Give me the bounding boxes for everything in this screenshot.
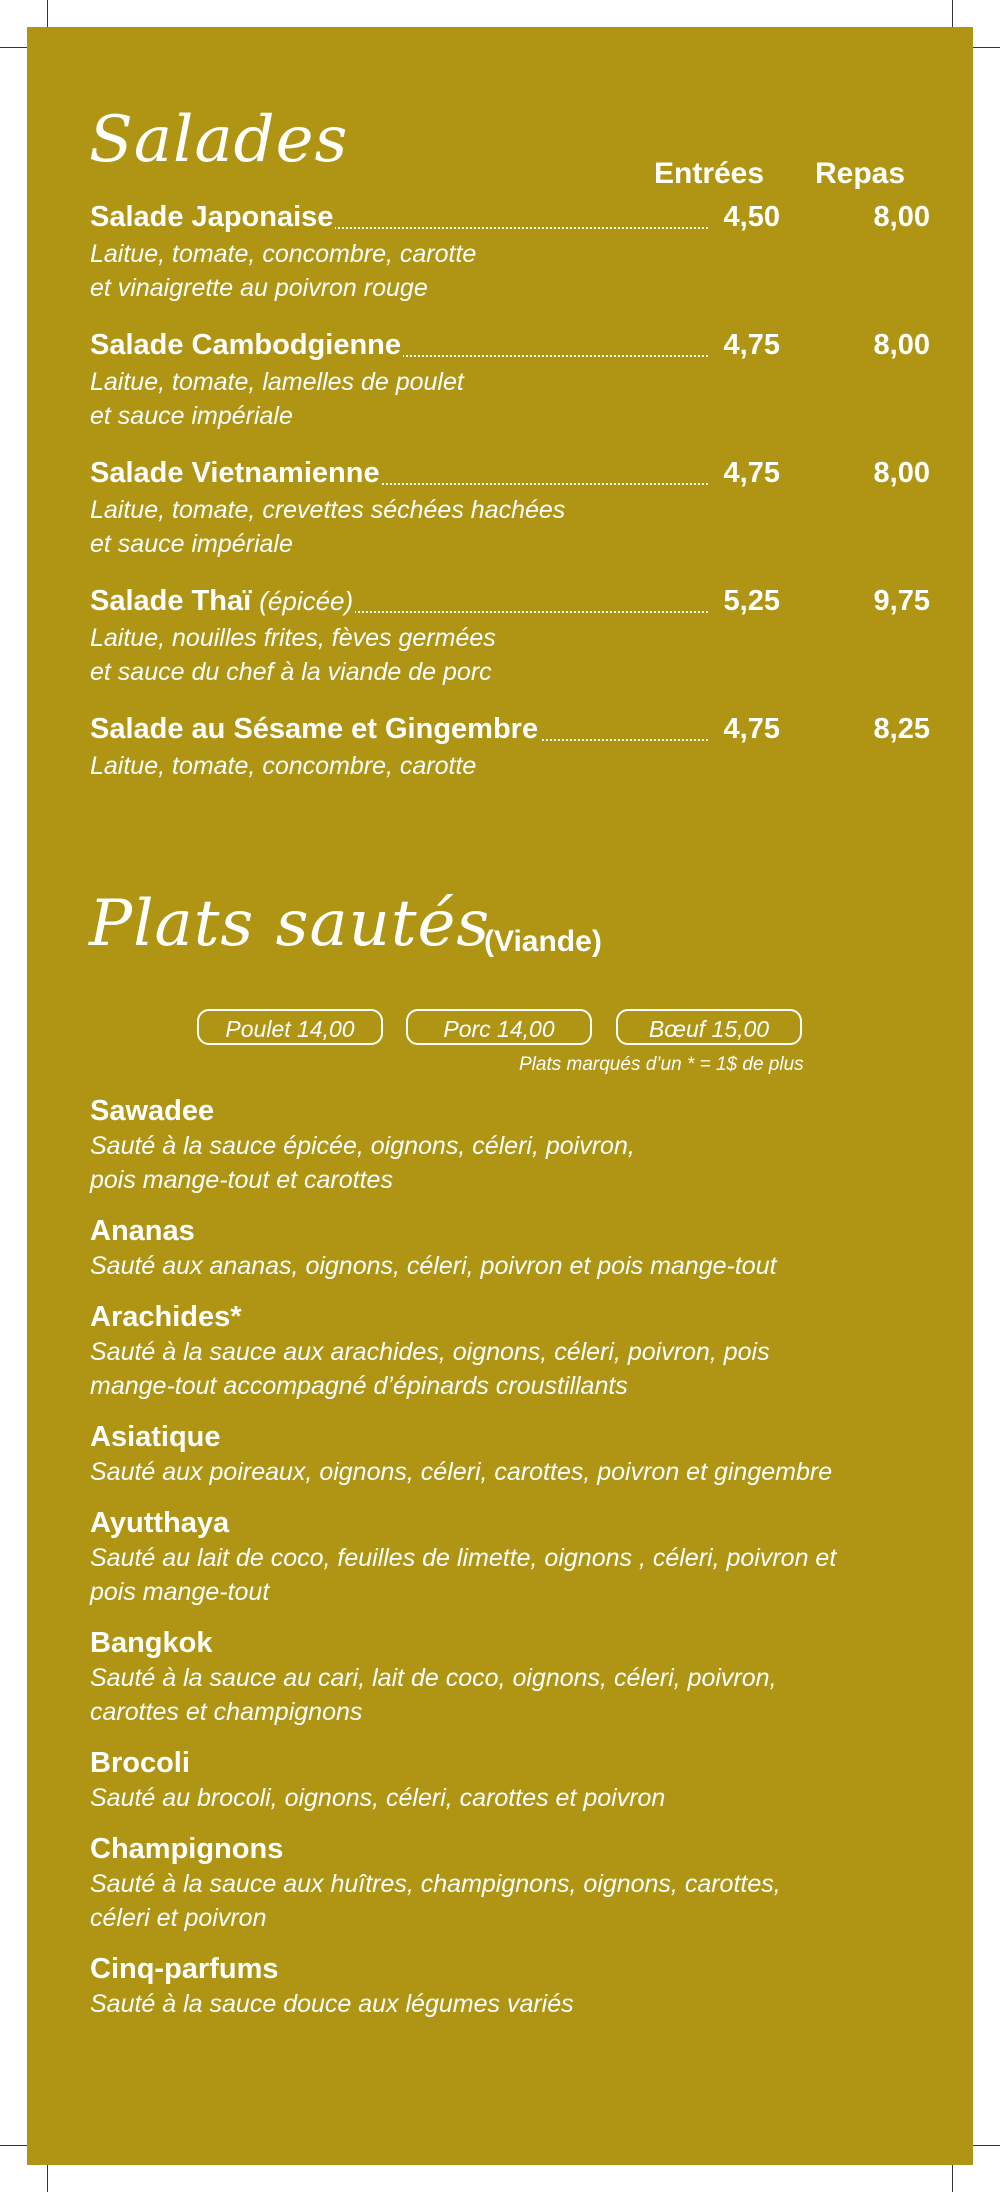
price-entree: 5,25 — [723, 585, 780, 617]
dish-item — [90, 1505, 913, 1609]
menu-item — [90, 457, 930, 561]
item-description: Laitue, nouilles frites, fèves germées — [90, 624, 496, 652]
dish-name: Ananas — [90, 1215, 195, 1247]
dish-description: Sauté à la sauce douce aux légumes variés — [90, 1990, 574, 2018]
crop-mark — [0, 2145, 27, 2146]
price-repas: 8,00 — [873, 457, 930, 489]
dish-description: carottes et champignons — [90, 1698, 363, 1726]
menu-item — [90, 329, 930, 433]
dish-description: Sauté à la sauce aux huîtres, champignons, oignons, carottes, — [90, 1870, 781, 1898]
crop-mark — [952, 0, 953, 27]
dish-description: pois mange-tout — [90, 1578, 270, 1606]
dish-description: Sauté à la sauce au cari, lait de coco, oignons, céleri, poivron, — [90, 1664, 777, 1692]
dish-name: Asiatique — [90, 1421, 221, 1453]
price-repas: 8,00 — [873, 329, 930, 361]
item-name: Salade Vietnamienne — [90, 457, 380, 489]
crop-mark — [952, 2165, 953, 2192]
menu-item — [90, 713, 930, 783]
item-description: et sauce du chef à la viande de porc — [90, 658, 492, 686]
price-repas: 9,75 — [873, 585, 930, 617]
dish-name: Arachides* — [90, 1301, 242, 1333]
column-header-entrees: Entrées — [654, 157, 765, 190]
dish-list — [90, 1093, 913, 2037]
dish-description: Sauté à la sauce épicée, oignons, céleri, poivron, — [90, 1132, 635, 1160]
dish-item — [90, 1299, 913, 1403]
dish-name: Bangkok — [90, 1627, 213, 1659]
crop-mark — [973, 2145, 1000, 2146]
item-description: Laitue, tomate, lamelles de poulet — [90, 368, 464, 396]
dish-item — [90, 1831, 913, 1935]
dish-name: Sawadee — [90, 1095, 215, 1127]
dish-name: Cinq-parfums — [90, 1953, 279, 1985]
plats-sautes-title: Plats sautés — [89, 887, 491, 961]
crop-mark — [0, 47, 27, 48]
price-repas: 8,25 — [873, 713, 930, 745]
dish-description: céleri et poivron — [90, 1904, 267, 1932]
dish-description: mange-tout accompagné d’épinards croustillants — [90, 1372, 628, 1400]
price-entree: 4,75 — [723, 457, 780, 489]
spicy-note: (épicée) — [259, 586, 354, 616]
dish-item — [90, 1745, 913, 1815]
price-entree: 4,50 — [723, 201, 780, 233]
dish-name: Champignons — [90, 1833, 284, 1865]
crop-mark — [47, 0, 48, 27]
dish-description: pois mange-tout et carottes — [90, 1166, 393, 1194]
dish-item — [90, 1625, 913, 1729]
plats-subtitle: (Viande) — [484, 925, 602, 958]
column-header-repas: Repas — [815, 157, 906, 190]
price-entree: 4,75 — [723, 713, 780, 745]
dish-description: Sauté aux ananas, oignons, céleri, poivron et pois mange-tout — [90, 1252, 777, 1280]
dish-item — [90, 1213, 913, 1283]
option-porc: Porc 14,00 — [406, 1009, 592, 1045]
price-repas: 8,00 — [873, 201, 930, 233]
menu-page — [27, 27, 973, 2165]
dish-name: Brocoli — [90, 1747, 190, 1779]
option-poulet: Poulet 14,00 — [197, 1009, 383, 1045]
item-description: Laitue, tomate, concombre, carotte — [90, 752, 477, 780]
menu-item — [90, 585, 930, 689]
dish-name: Ayutthaya — [90, 1507, 230, 1539]
dish-item — [90, 1419, 913, 1489]
item-name: Salade Cambodgienne — [90, 329, 402, 361]
surcharge-note: Plats marqués d’un * = 1$ de plus — [519, 1054, 804, 1075]
dish-description: Sauté au lait de coco, feuilles de limette, oignons , céleri, poivron et — [90, 1544, 837, 1572]
price-entree: 4,75 — [723, 329, 780, 361]
crop-mark — [973, 47, 1000, 48]
dish-description: Sauté à la sauce aux arachides, oignons, céleri, poivron, pois — [90, 1338, 770, 1366]
salades-title: Salades — [89, 103, 349, 177]
option-boeuf: Bœuf 15,00 — [616, 1009, 802, 1045]
dish-item — [90, 1093, 913, 1197]
menu-item — [90, 201, 930, 305]
item-name: Salade Japonaise — [90, 201, 334, 233]
item-description: et vinaigrette au poivron rouge — [90, 274, 428, 302]
item-description: et sauce impériale — [90, 402, 293, 430]
item-description: Laitue, tomate, crevettes séchées hachées — [90, 496, 566, 524]
item-description: et sauce impériale — [90, 530, 293, 558]
item-description: Laitue, tomate, concombre, carotte — [90, 240, 477, 268]
item-name: Salade au Sésame et Gingembre — [90, 713, 539, 745]
crop-mark — [47, 2165, 48, 2192]
dish-description: Sauté au brocoli, oignons, céleri, carottes et poivron — [90, 1784, 666, 1812]
dish-description: Sauté aux poireaux, oignons, céleri, carottes, poivron et gingembre — [90, 1458, 833, 1486]
dish-item — [90, 1951, 913, 2021]
item-name: Salade Thaï (épicée) — [90, 585, 354, 617]
